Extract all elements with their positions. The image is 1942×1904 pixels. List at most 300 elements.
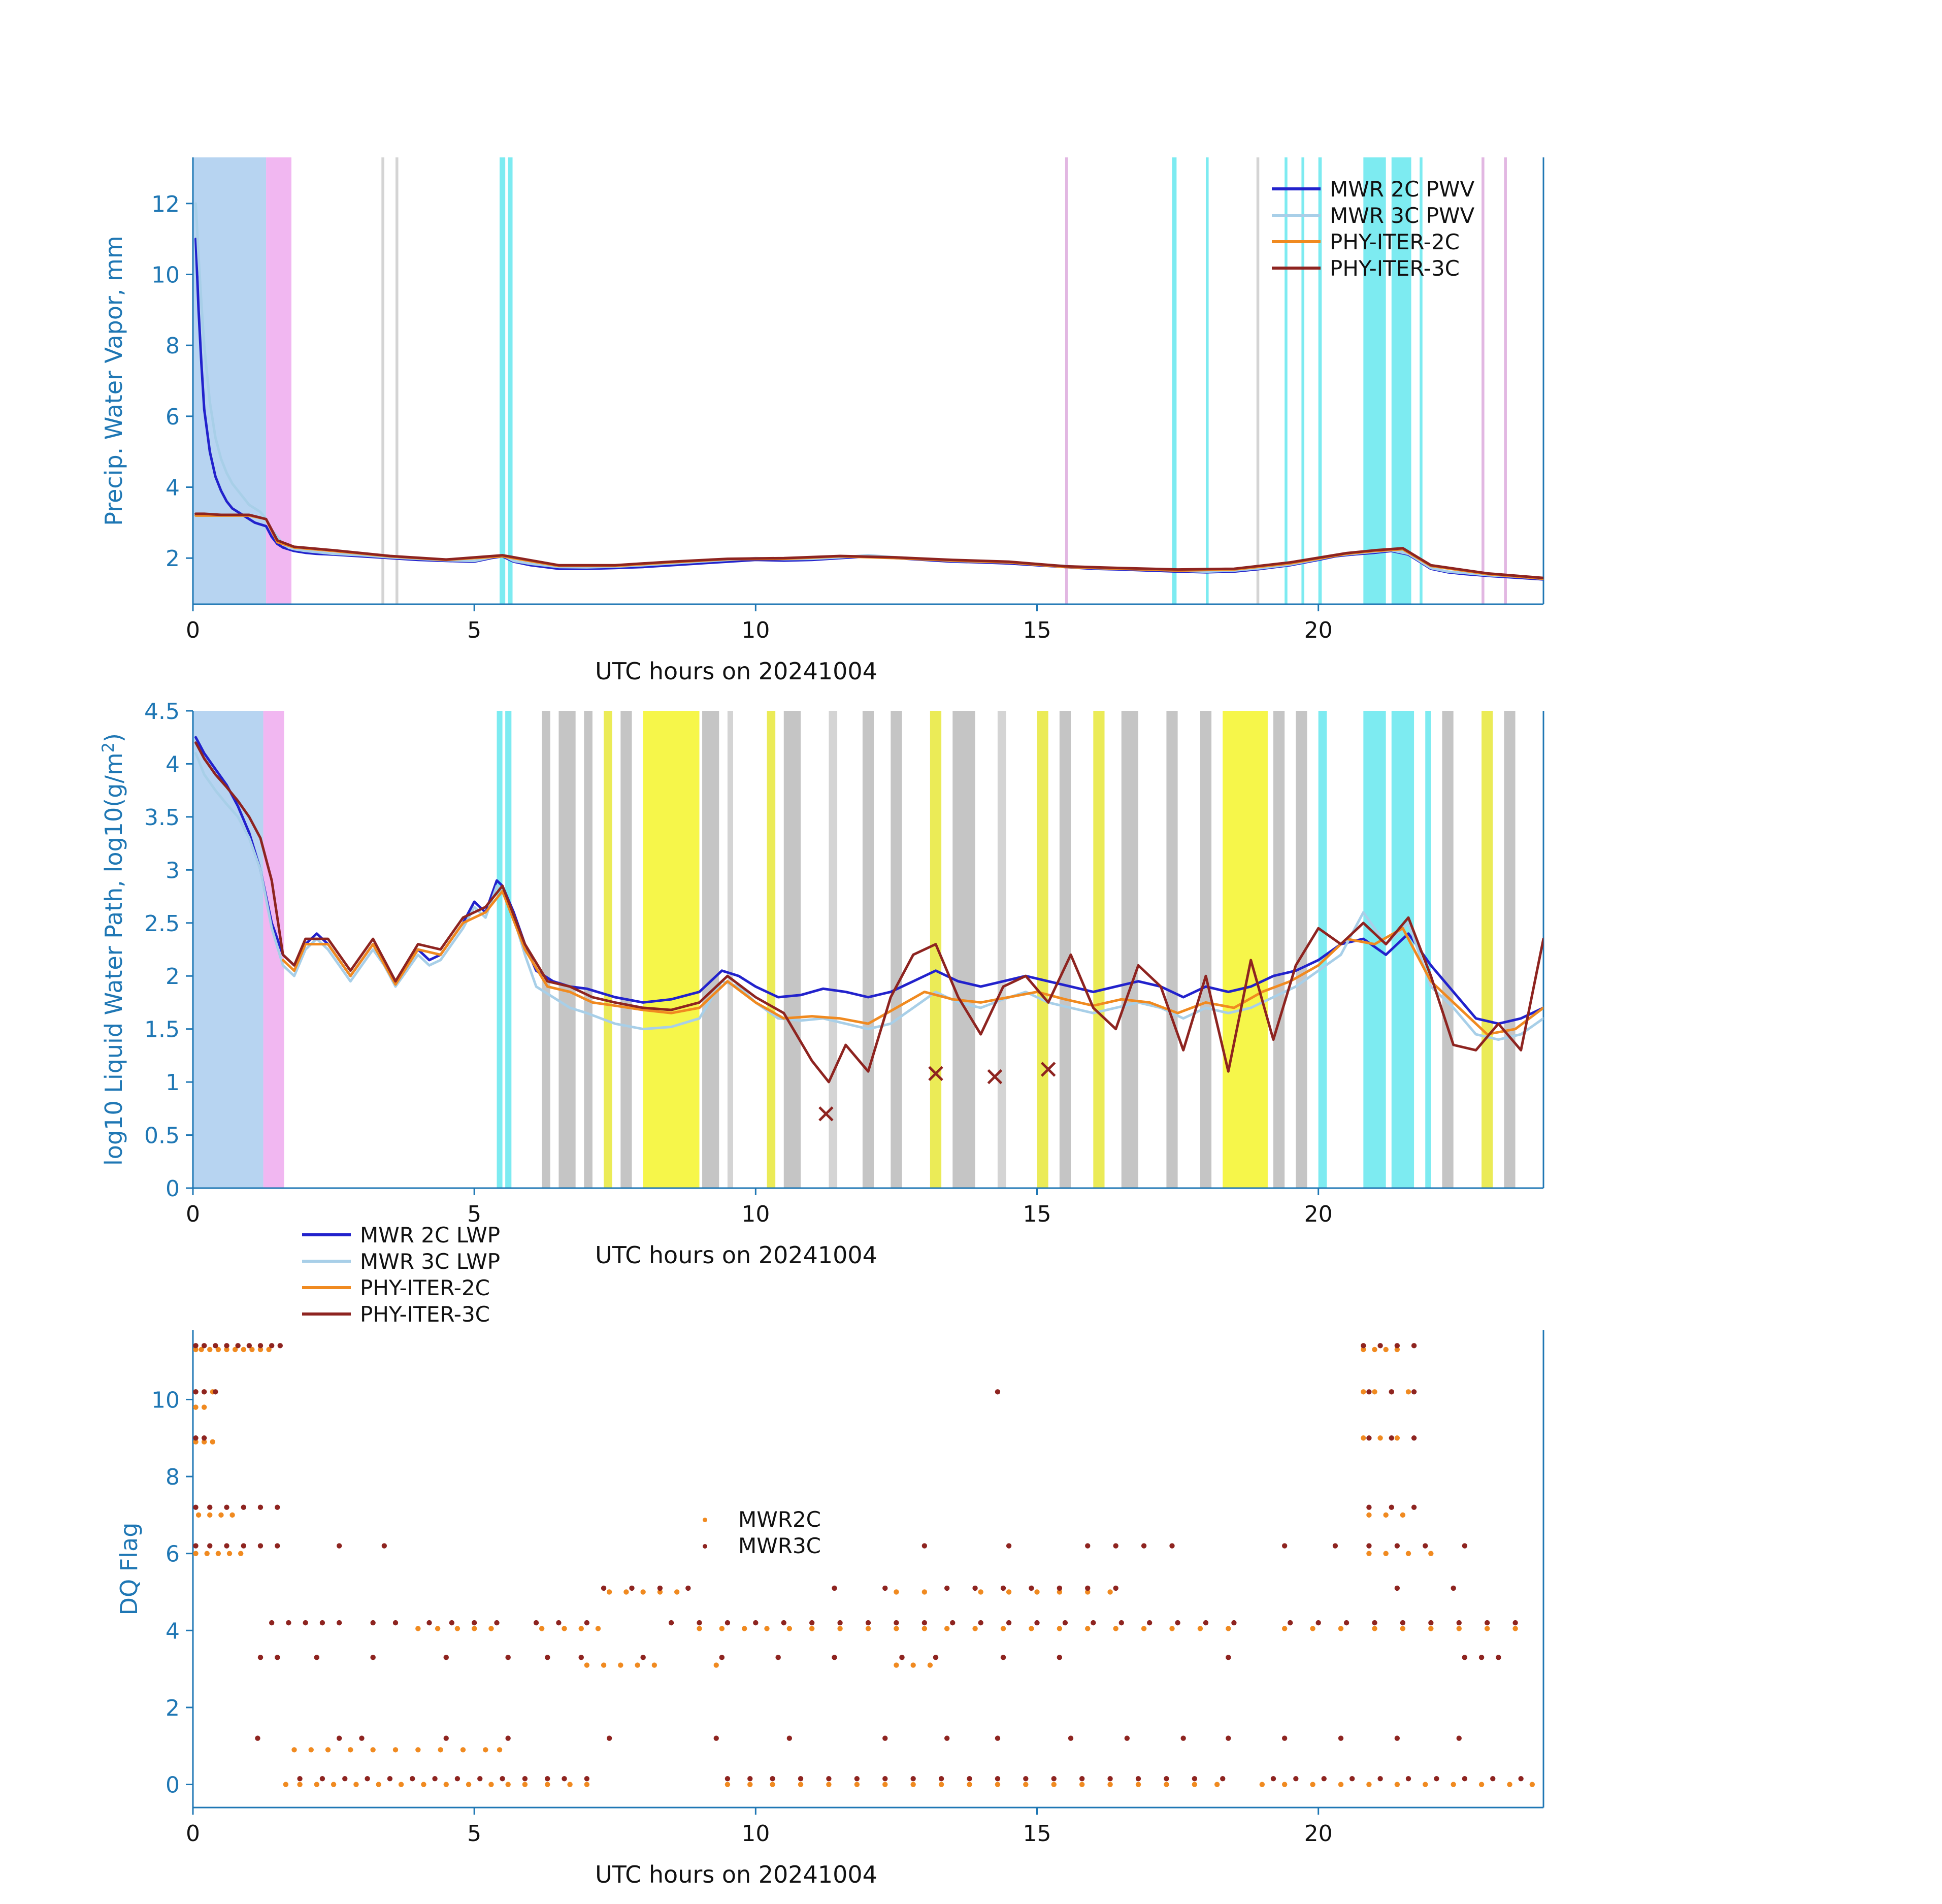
data-point: [275, 1505, 280, 1510]
y-tick-label: 6: [166, 1541, 180, 1567]
shaded-region: [728, 711, 733, 1188]
data-point: [894, 1589, 899, 1594]
data-point: [1411, 1389, 1417, 1394]
data-point: [1079, 1776, 1084, 1781]
data-point: [297, 1782, 302, 1787]
y-tick-label: 4: [166, 751, 180, 778]
data-point: [393, 1620, 398, 1625]
data-point: [1293, 1776, 1298, 1781]
data-point: [1349, 1776, 1355, 1781]
data-point: [652, 1662, 657, 1667]
data-point: [1001, 1655, 1006, 1660]
pwv-plot: [0, 0, 1942, 680]
shaded-region: [505, 711, 511, 1188]
data-point: [866, 1626, 871, 1631]
data-point: [995, 1776, 1000, 1781]
data-point: [995, 1782, 1000, 1787]
data-point: [1107, 1782, 1112, 1787]
x-axis-title: UTC hours on 20241004: [595, 1241, 877, 1269]
x-tick-label: 5: [467, 617, 482, 643]
data-point: [1310, 1626, 1315, 1631]
data-point: [1485, 1620, 1490, 1625]
data-point: [278, 1343, 283, 1348]
data-point: [370, 1655, 375, 1660]
data-point: [1377, 1343, 1383, 1348]
data-point: [1180, 1735, 1186, 1741]
y-axis-title: DQ Flag: [115, 1522, 143, 1616]
data-point: [1057, 1586, 1062, 1591]
x-tick-label: 10: [741, 1821, 770, 1847]
data-point: [522, 1782, 528, 1787]
data-point: [640, 1655, 645, 1660]
data-point: [1051, 1782, 1057, 1787]
data-point: [1282, 1735, 1287, 1741]
data-point: [337, 1620, 342, 1625]
data-point: [1091, 1620, 1096, 1625]
data-point: [477, 1776, 482, 1781]
data-point: [596, 1626, 601, 1631]
data-point: [781, 1620, 786, 1625]
data-point: [1518, 1776, 1523, 1781]
data-point: [747, 1782, 752, 1787]
data-point: [725, 1782, 730, 1787]
data-point: [1310, 1782, 1315, 1787]
shaded-region: [1319, 711, 1327, 1188]
data-point: [455, 1776, 460, 1781]
data-point: [238, 1551, 243, 1556]
legend-entry: [680, 1532, 821, 1559]
legend-label: MWR3C: [738, 1533, 821, 1558]
legend-swatch-icon: [1272, 267, 1321, 270]
data-point: [500, 1776, 505, 1781]
data-point: [922, 1626, 927, 1631]
data-point: [1113, 1626, 1118, 1631]
data-point: [725, 1620, 730, 1625]
data-point: [1389, 1505, 1394, 1510]
data-point: [1395, 1782, 1400, 1787]
dq-flag-panel: [0, 1300, 1942, 1904]
data-point: [1338, 1782, 1343, 1787]
data-point: [314, 1782, 319, 1787]
shaded-region: [497, 711, 503, 1188]
data-point: [210, 1439, 215, 1445]
data-point: [1395, 1735, 1400, 1741]
y-tick-label: 2: [166, 546, 180, 572]
legend-swatch-icon: [302, 1286, 351, 1289]
data-point: [193, 1505, 198, 1510]
data-point: [1383, 1513, 1388, 1518]
data-point: [505, 1655, 510, 1660]
data-point: [460, 1747, 466, 1752]
y-tick-label: 2: [166, 1695, 180, 1721]
legend-label: PHY-ITER-3C: [360, 1301, 490, 1327]
shaded-region: [193, 157, 266, 604]
data-point: [1220, 1776, 1225, 1781]
data-point: [1029, 1586, 1034, 1591]
data-point: [939, 1776, 944, 1781]
data-point: [944, 1735, 949, 1741]
y-tick-label: 12: [151, 191, 180, 217]
data-point: [320, 1620, 325, 1625]
data-point: [193, 1551, 198, 1556]
data-point: [669, 1620, 674, 1625]
y-tick-label: 4: [166, 475, 180, 501]
data-point: [227, 1551, 232, 1556]
data-point: [950, 1620, 955, 1625]
data-point: [1057, 1626, 1062, 1631]
data-point: [714, 1662, 719, 1667]
shaded-region: [1273, 711, 1285, 1188]
legend-marker-icon: [680, 1506, 729, 1532]
data-point: [832, 1586, 837, 1591]
data-point: [725, 1776, 730, 1781]
data-point: [1406, 1551, 1411, 1556]
legend-swatch-icon: [302, 1233, 351, 1236]
data-point: [1411, 1343, 1417, 1348]
data-point: [866, 1620, 871, 1625]
data-point: [697, 1626, 702, 1631]
data-point: [376, 1782, 381, 1787]
data-point: [972, 1626, 977, 1631]
data-point: [483, 1747, 488, 1752]
legend-entry: [1272, 255, 1474, 281]
y-tick-label: 0: [166, 1772, 180, 1798]
shaded-region: [508, 157, 513, 604]
x-tick-label: 20: [1304, 1821, 1333, 1847]
shaded-region: [193, 711, 264, 1188]
data-point: [1057, 1655, 1062, 1660]
data-point: [742, 1626, 747, 1631]
data-point: [545, 1776, 550, 1781]
data-point: [1023, 1776, 1028, 1781]
legend-swatch-icon: [302, 1260, 351, 1263]
data-point: [545, 1782, 550, 1787]
data-point: [1338, 1735, 1343, 1741]
data-point: [1457, 1620, 1462, 1625]
data-point: [415, 1747, 420, 1752]
data-point: [1006, 1543, 1011, 1548]
x-tick-label: 15: [1023, 1821, 1051, 1847]
data-point: [348, 1747, 353, 1752]
data-point: [1125, 1735, 1130, 1741]
data-point: [1113, 1586, 1118, 1591]
data-point: [944, 1586, 949, 1591]
data-point: [309, 1747, 314, 1752]
data-point: [370, 1747, 375, 1752]
data-point: [995, 1735, 1000, 1741]
data-point: [1366, 1513, 1371, 1518]
legend-label: MWR 3C LWP: [360, 1249, 501, 1274]
shaded-region: [1363, 711, 1386, 1188]
data-point: [258, 1655, 263, 1660]
y-tick-label: 3.5: [144, 804, 180, 831]
data-point: [1226, 1655, 1231, 1660]
data-point: [193, 1543, 198, 1548]
data-point: [393, 1747, 398, 1752]
data-point: [196, 1513, 201, 1518]
data-point: [449, 1620, 454, 1625]
data-point: [1457, 1735, 1462, 1741]
data-point: [320, 1776, 325, 1781]
data-point: [657, 1586, 663, 1591]
data-point: [972, 1586, 977, 1591]
shaded-region: [558, 711, 575, 1188]
data-point: [1141, 1543, 1146, 1548]
shaded-region: [1060, 711, 1071, 1188]
data-point: [216, 1551, 221, 1556]
data-point: [435, 1626, 440, 1631]
shaded-region: [998, 711, 1006, 1188]
data-point: [1434, 1776, 1439, 1781]
data-point: [787, 1626, 792, 1631]
data-point: [415, 1626, 420, 1631]
data-point: [697, 1620, 702, 1625]
data-point: [207, 1513, 212, 1518]
data-point: [505, 1782, 510, 1787]
data-point: [534, 1620, 539, 1625]
data-point: [1428, 1626, 1433, 1631]
data-point: [809, 1620, 814, 1625]
data-point: [837, 1620, 842, 1625]
data-point: [1411, 1505, 1417, 1510]
data-point: [928, 1662, 933, 1667]
data-point: [1451, 1782, 1456, 1787]
data-point: [882, 1776, 887, 1781]
data-point: [325, 1747, 331, 1752]
data-point: [579, 1626, 584, 1631]
pwv-legend: [1267, 173, 1479, 284]
data-point: [753, 1620, 758, 1625]
data-point: [1395, 1543, 1400, 1548]
data-point: [939, 1782, 944, 1787]
data-point: [826, 1782, 831, 1787]
legend-label: PHY-ITER-2C: [360, 1275, 490, 1300]
shaded-region: [500, 157, 505, 604]
y-tick-label: 8: [166, 1464, 180, 1491]
data-point: [1462, 1655, 1467, 1660]
data-point: [1001, 1586, 1006, 1591]
data-point: [1383, 1347, 1388, 1352]
data-point: [1169, 1543, 1174, 1548]
data-point: [218, 1513, 223, 1518]
data-point: [258, 1343, 263, 1348]
x-tick-label: 5: [467, 1201, 482, 1227]
shaded-region: [381, 157, 384, 604]
pwv-panel: [0, 0, 1942, 680]
shaded-region: [930, 711, 941, 1188]
legend-label: PHY-ITER-3C: [1330, 255, 1460, 281]
shaded-region: [1257, 157, 1260, 604]
legend-entry: [1272, 202, 1474, 228]
data-point: [556, 1620, 561, 1625]
data-point: [291, 1747, 297, 1752]
data-point: [1400, 1620, 1405, 1625]
y-tick-label: 1: [166, 1070, 180, 1096]
y-axis-title: log10 Liquid Water Path, $\log 10(g/m^2)$: [98, 733, 127, 1166]
shaded-region: [1065, 157, 1068, 604]
data-point: [494, 1620, 499, 1625]
shaded-region: [702, 711, 719, 1188]
data-point: [1288, 1620, 1293, 1625]
data-point: [1315, 1620, 1321, 1625]
data-point: [747, 1776, 752, 1781]
data-point: [1136, 1782, 1141, 1787]
data-point: [1462, 1776, 1467, 1781]
y-tick-label: 0: [166, 1176, 180, 1202]
shaded-region: [1504, 711, 1515, 1188]
data-point: [224, 1543, 229, 1548]
data-point: [899, 1655, 904, 1660]
legend-swatch-icon: [1272, 240, 1321, 243]
legend-label: MWR 3C PWV: [1330, 203, 1475, 228]
data-point: [770, 1776, 775, 1781]
data-point: [224, 1343, 229, 1348]
data-point: [207, 1347, 212, 1352]
data-point: [1068, 1735, 1073, 1741]
shaded-region: [1482, 157, 1485, 604]
x-tick-label: 0: [186, 1821, 200, 1847]
legend-marker-icon: [680, 1532, 729, 1559]
data-point: [567, 1782, 572, 1787]
data-point: [1366, 1435, 1371, 1440]
y-tick-label: 3: [166, 858, 180, 884]
data-point: [1366, 1389, 1371, 1394]
data-point: [1395, 1435, 1400, 1440]
data-point: [205, 1551, 210, 1556]
data-point: [967, 1776, 972, 1781]
shaded-region: [1122, 711, 1138, 1188]
shaded-region: [1037, 711, 1048, 1188]
data-point: [618, 1662, 623, 1667]
data-point: [1006, 1620, 1011, 1625]
data-point: [1372, 1389, 1377, 1394]
y-tick-label: 4.5: [144, 699, 180, 725]
data-point: [382, 1543, 387, 1548]
legend-entry: [680, 1506, 821, 1532]
y-tick-label: 2.5: [144, 910, 180, 937]
data-point: [854, 1776, 860, 1781]
data-point: [601, 1662, 606, 1667]
data-point: [497, 1747, 502, 1752]
data-point: [1411, 1435, 1417, 1440]
data-point: [770, 1782, 775, 1787]
data-point: [202, 1404, 207, 1409]
data-point: [1361, 1435, 1366, 1440]
data-point: [426, 1620, 432, 1625]
data-point: [809, 1626, 814, 1631]
data-point: [399, 1782, 404, 1787]
data-point: [787, 1735, 792, 1741]
y-tick-label: 0.5: [144, 1123, 180, 1149]
x-axis-title: UTC hours on 20241004: [595, 1861, 877, 1888]
data-point: [1282, 1782, 1287, 1787]
shaded-region: [1200, 711, 1211, 1188]
data-point: [1079, 1782, 1084, 1787]
legend-swatch-icon: [1272, 214, 1321, 217]
data-point: [1389, 1389, 1394, 1394]
shaded-region: [1166, 711, 1177, 1188]
data-point: [1333, 1543, 1338, 1548]
data-point: [1085, 1626, 1090, 1631]
data-point: [235, 1343, 240, 1348]
data-point: [1423, 1782, 1428, 1787]
data-point: [297, 1776, 302, 1781]
shaded-region: [584, 711, 593, 1188]
data-point: [1023, 1782, 1028, 1787]
data-point: [522, 1776, 528, 1781]
data-point: [910, 1662, 915, 1667]
data-point: [241, 1543, 246, 1548]
data-point: [202, 1435, 207, 1440]
data-point: [584, 1662, 589, 1667]
lwp-legend: [297, 1219, 505, 1330]
legend-entry: [302, 1301, 500, 1327]
data-point: [488, 1782, 493, 1787]
data-point: [584, 1776, 589, 1781]
data-point: [1141, 1626, 1146, 1631]
data-point: [303, 1620, 308, 1625]
data-point: [472, 1626, 477, 1631]
legend-label: MWR2C: [738, 1506, 821, 1532]
data-point: [674, 1589, 679, 1594]
data-point: [1085, 1586, 1090, 1591]
y-tick-label: 4: [166, 1618, 180, 1645]
data-point: [978, 1620, 983, 1625]
legend-label: MWR 2C LWP: [360, 1222, 501, 1248]
shaded-region: [1482, 711, 1493, 1188]
data-point: [1395, 1343, 1400, 1348]
data-point: [269, 1620, 274, 1625]
data-point: [337, 1735, 342, 1741]
data-point: [1107, 1776, 1112, 1781]
x-tick-label: 15: [1023, 617, 1051, 643]
data-point: [466, 1782, 471, 1787]
data-point: [1034, 1589, 1039, 1594]
legend-swatch-icon: [302, 1312, 351, 1316]
x-tick-label: 0: [186, 617, 200, 643]
data-point: [365, 1776, 370, 1781]
shaded-region: [1425, 711, 1431, 1188]
data-point: [1113, 1543, 1118, 1548]
data-point: [607, 1589, 612, 1594]
data-point: [1496, 1655, 1501, 1660]
data-point: [1338, 1626, 1343, 1631]
data-point: [444, 1735, 449, 1741]
data-point: [488, 1626, 493, 1631]
data-point: [410, 1776, 415, 1781]
data-point: [826, 1776, 831, 1781]
data-point: [832, 1655, 837, 1660]
shaded-region: [1442, 711, 1454, 1188]
data-point: [1366, 1551, 1371, 1556]
x-tick-label: 5: [467, 1821, 482, 1847]
data-point: [1383, 1551, 1388, 1556]
data-point: [1226, 1626, 1231, 1631]
y-tick-label: 6: [166, 404, 180, 430]
x-axis-title: UTC hours on 20241004: [595, 658, 877, 680]
data-point: [922, 1543, 927, 1548]
data-point: [207, 1505, 212, 1510]
data-point: [1322, 1776, 1327, 1781]
data-point: [910, 1782, 915, 1787]
data-point: [193, 1435, 198, 1440]
data-point: [719, 1626, 725, 1631]
data-point: [978, 1589, 983, 1594]
data-point: [505, 1735, 510, 1741]
data-point: [1001, 1626, 1006, 1631]
data-point: [1389, 1435, 1394, 1440]
data-point: [685, 1586, 690, 1591]
